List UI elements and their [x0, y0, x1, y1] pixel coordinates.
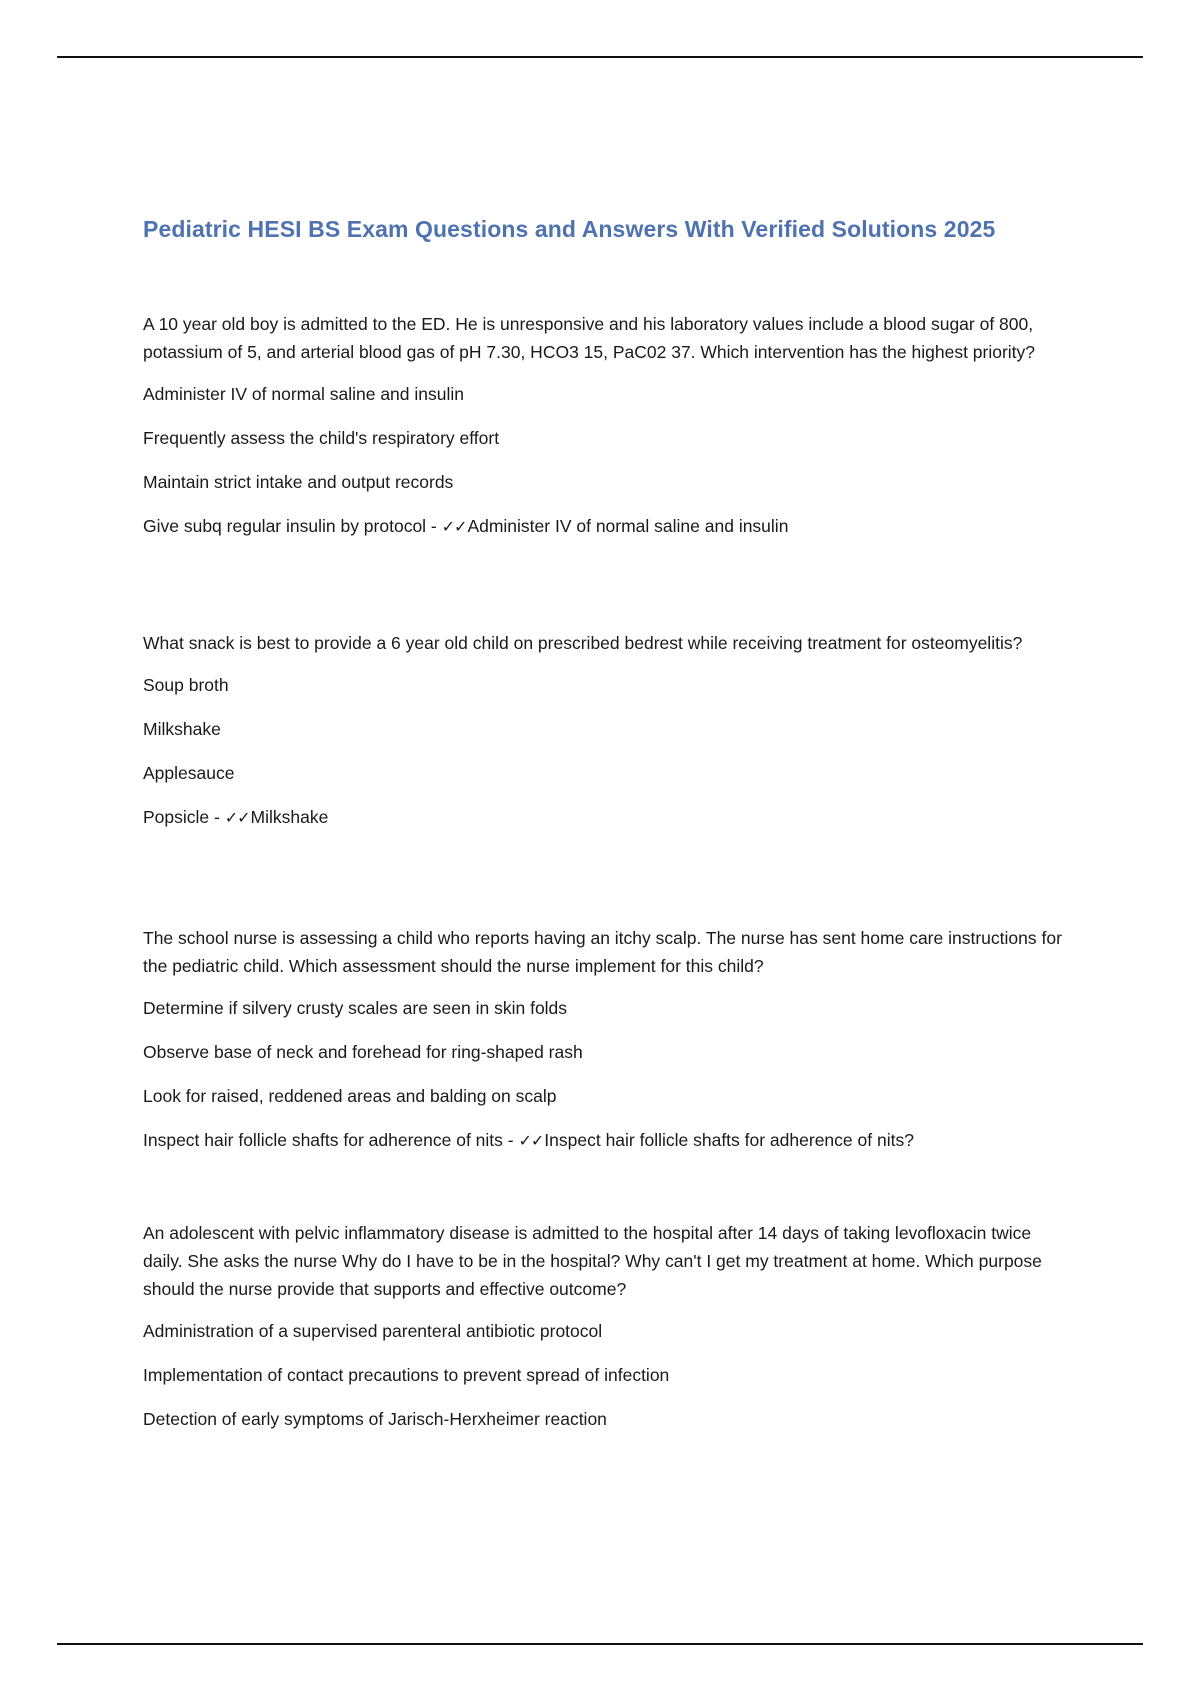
- question-text: An adolescent with pelvic inflammatory disease is admitted to the hospital after 14 days of taking levofloxacin twice daily. She asks the nurse Why do I have to be in the hospital? Why can't I get my treatment at home. Which purpose should the nurse provide that supports and effective outcome?: [143, 1223, 1042, 1299]
- answer-option: Applesauce: [143, 763, 235, 783]
- question-2: [143, 629, 1073, 848]
- question-text: A 10 year old boy is admitted to the ED. He is unresponsive and his laboratory values include a blood sugar of 800, potassium of 5, and arterial blood gas of pH 7.30, HCO3 15, PaC02 37. Which intervention has the highest priority?: [143, 314, 1036, 362]
- footer-rule: [57, 1643, 1143, 1645]
- answer-option: Inspect hair follicle shafts for adherence of nits -: [143, 1130, 519, 1150]
- answer-option: Observe base of neck and forehead for ring-shaped rash: [143, 1042, 583, 1062]
- answer-option: Frequently assess the child's respiratory effort: [143, 428, 500, 448]
- question-text: What snack is best to provide a 6 year old child on prescribed bedrest while receiving treatment for osteomyelitis?: [143, 633, 1023, 653]
- double-check-icon: ✓✓: [441, 517, 467, 536]
- header-rule: [57, 56, 1143, 58]
- answer-option: Administration of a supervised parenteral antibiotic protocol: [143, 1321, 603, 1341]
- question-3: [143, 924, 1073, 1171]
- document-title: Pediatric HESI BS Exam Questions and Answers With Verified Solutions 2025: [143, 216, 996, 242]
- answer-option: Soup broth: [143, 675, 229, 695]
- answer-option: Detection of early symptoms of Jarisch-Herxheimer reaction: [143, 1409, 607, 1429]
- answer-option: Implementation of contact precautions to prevent spread of infection: [143, 1365, 670, 1385]
- double-check-icon: ✓✓: [224, 808, 250, 827]
- correct-answer: Milkshake: [250, 807, 329, 827]
- answer-option: Administer IV of normal saline and insulin: [143, 384, 464, 404]
- answer-option: Determine if silvery crusty scales are seen in skin folds: [143, 998, 568, 1018]
- answer-option: Popsicle -: [143, 807, 225, 827]
- answer-option-with-answer: [143, 803, 1073, 832]
- answer-option: Maintain strict intake and output records: [143, 472, 454, 492]
- correct-answer: Administer IV of normal saline and insulin: [467, 516, 789, 536]
- question-1: [143, 310, 1073, 557]
- double-check-icon: ✓✓: [518, 1131, 544, 1150]
- answer-option: Milkshake: [143, 719, 221, 739]
- correct-answer: Inspect hair follicle shafts for adherence of nits?: [544, 1130, 914, 1150]
- question-4: [143, 1219, 1073, 1449]
- answer-option: Give subq regular insulin by protocol -: [143, 516, 442, 536]
- answer-option: Look for raised, reddened areas and balding on scalp: [143, 1086, 557, 1106]
- answer-option-with-answer: [143, 512, 1073, 541]
- question-text: The school nurse is assessing a child who reports having an itchy scalp. The nurse has sent home care instructions for the pediatric child. Which assessment should the nurse implement for this child?: [143, 928, 1062, 976]
- answer-option-with-answer: [143, 1126, 1073, 1155]
